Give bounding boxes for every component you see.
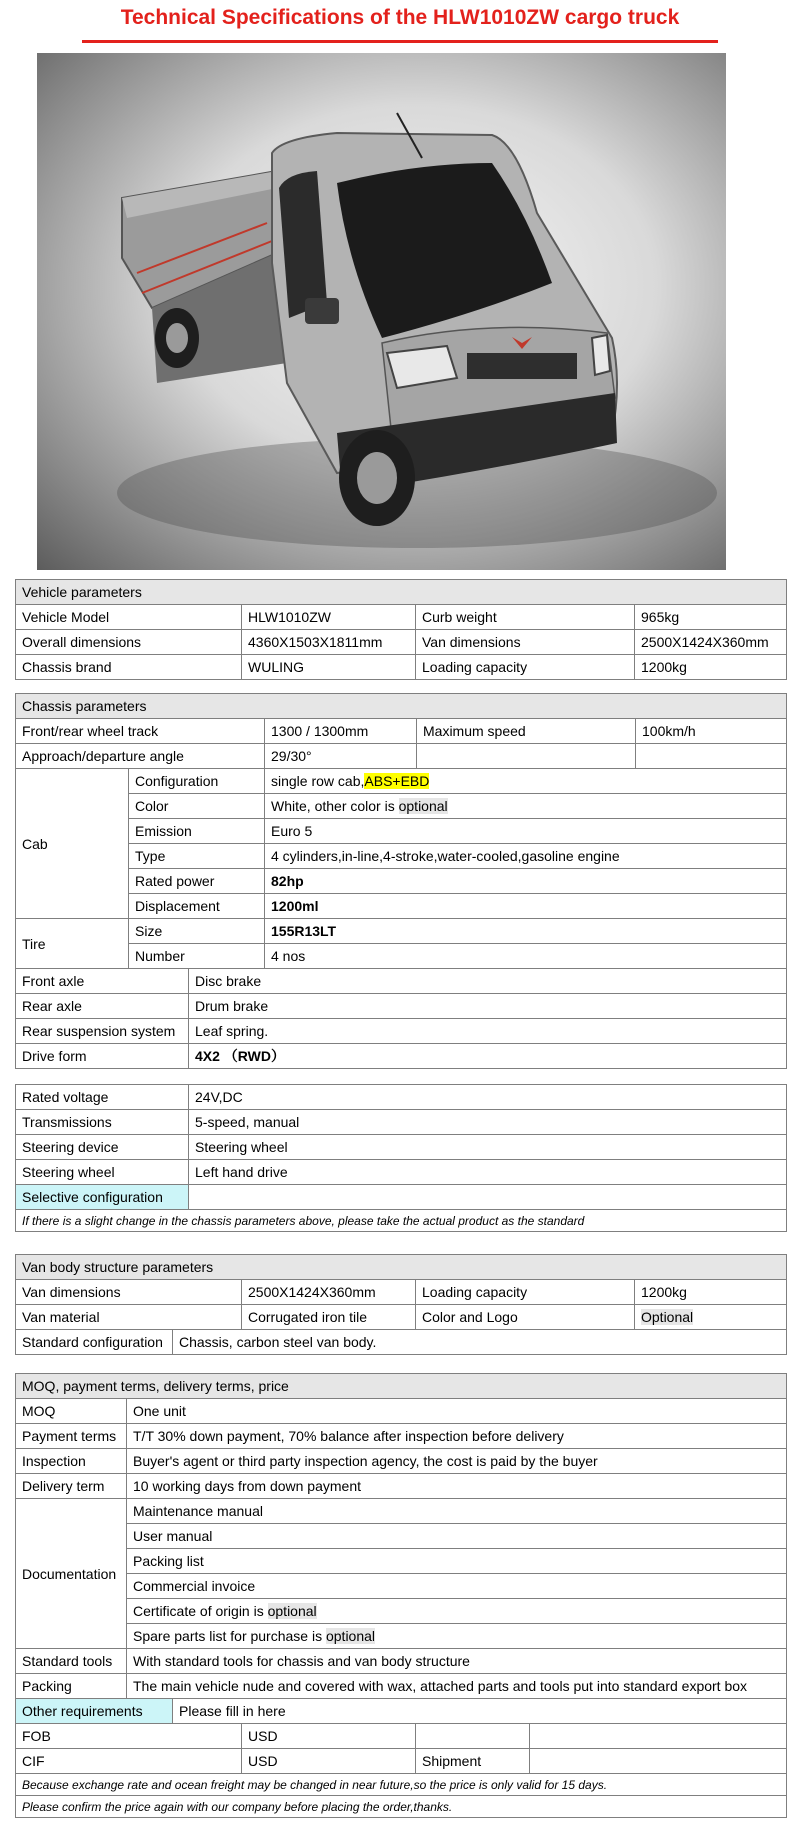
other-requirements-input[interactable]: Please fill in here (173, 1699, 787, 1724)
empty-cell (530, 1724, 787, 1749)
document-item (127, 1599, 787, 1624)
price-label: CIF (16, 1749, 242, 1774)
spec-label: Size (129, 919, 265, 944)
spec-value (265, 769, 787, 794)
spec-label: Displacement (129, 894, 265, 919)
spec-value (265, 794, 787, 819)
currency-value: USD (242, 1749, 416, 1774)
price-label: FOB (16, 1724, 242, 1749)
price-note: Because exchange rate and ocean freight may be changed in near future,so the price is only valid for 15 days. (16, 1774, 787, 1796)
shipment-label: Shipment (416, 1749, 530, 1774)
chassis-note: If there is a slight change in the chassis parameters above, please take the actual product as the standard (16, 1210, 787, 1232)
spec-value: With standard tools for chassis and van body structure (127, 1649, 787, 1674)
spec-label: Approach/departure angle (16, 744, 265, 769)
spec-value (635, 1305, 787, 1330)
optional-highlight: Optional (641, 1309, 694, 1325)
spec-label: Chassis brand (16, 655, 242, 680)
spec-label: Emission (129, 819, 265, 844)
spec-label: Loading capacity (416, 1280, 635, 1305)
spec-value: 4 nos (265, 944, 787, 969)
spec-value: T/T 30% down payment, 70% balance after inspection before delivery (127, 1424, 787, 1449)
spec-value: Corrugated iron tile (242, 1305, 416, 1330)
spec-label: Configuration (129, 769, 265, 794)
empty-cell (636, 744, 787, 769)
section-header: Vehicle parameters (16, 580, 787, 605)
spec-label: Type (129, 844, 265, 869)
truck-photo (37, 53, 726, 570)
tire-group-label: Tire (16, 919, 129, 969)
spec-label: Delivery term (16, 1474, 127, 1499)
commercial-terms-table (15, 1373, 787, 1818)
spec-label: Packing (16, 1674, 127, 1699)
spec-label: Van dimensions (16, 1280, 242, 1305)
spec-label: Maximum speed (417, 719, 636, 744)
config-text: single row cab, (271, 773, 365, 789)
spec-label: Rated voltage (16, 1085, 189, 1110)
document-item (127, 1624, 787, 1649)
spec-label: Color (129, 794, 265, 819)
spec-label: Color and Logo (416, 1305, 635, 1330)
document-item: Packing list (127, 1549, 787, 1574)
vehicle-parameters-table (15, 579, 787, 680)
spec-value: 965kg (635, 605, 787, 630)
spec-value: Steering wheel (189, 1135, 787, 1160)
document-item: User manual (127, 1524, 787, 1549)
empty-cell (417, 744, 636, 769)
optional-highlight: optional (325, 1628, 376, 1644)
color-text: White, other color is (271, 798, 399, 814)
spec-value: 82hp (265, 869, 787, 894)
spec-value: 2500X1424X360mm (635, 630, 787, 655)
documentation-label: Documentation (16, 1499, 127, 1649)
section-header: MOQ, payment terms, delivery terms, price (16, 1374, 787, 1399)
chassis-parameters-table (15, 693, 787, 1069)
spec-value: Chassis, carbon steel van body. (173, 1330, 787, 1355)
confirm-note: Please confirm the price again with our company before placing the order,thanks. (16, 1796, 787, 1818)
spec-value: 4360X1503X1811mm (242, 630, 416, 655)
doc-spare-text: Spare parts list for purchase is (133, 1628, 326, 1644)
spec-label: Rear axle (16, 994, 189, 1019)
spec-value: 5-speed, manual (189, 1110, 787, 1135)
spec-value: 10 working days from down payment (127, 1474, 787, 1499)
spec-label: Front/rear wheel track (16, 719, 265, 744)
spec-value: Leaf spring. (189, 1019, 787, 1044)
spec-value: 1300 / 1300mm (265, 719, 417, 744)
spec-value: 1200kg (635, 1280, 787, 1305)
optional-highlight: optional (267, 1603, 317, 1619)
spec-value: HLW1010ZW (242, 605, 416, 630)
spec-label: Transmissions (16, 1110, 189, 1135)
spec-label: Standard tools (16, 1649, 127, 1674)
spec-value: 4 cylinders,in-line,4-stroke,water-cooled,gasoline engine (265, 844, 787, 869)
selective-configuration-value[interactable] (189, 1185, 787, 1210)
spec-label: Payment terms (16, 1424, 127, 1449)
spec-label: Rated power (129, 869, 265, 894)
title-underline (82, 40, 718, 43)
optional-highlight: optional (398, 798, 448, 814)
currency-value: USD (242, 1724, 416, 1749)
spec-value: 1200ml (265, 894, 787, 919)
spec-label: Van material (16, 1305, 242, 1330)
spec-label: MOQ (16, 1399, 127, 1424)
spec-value: 29/30° (265, 744, 417, 769)
section-header: Van body structure parameters (16, 1255, 787, 1280)
spec-label: Front axle (16, 969, 189, 994)
config-highlight: ABS+EBD (364, 773, 430, 789)
van-body-table (15, 1254, 787, 1355)
spec-label: Number (129, 944, 265, 969)
spec-label: Inspection (16, 1449, 127, 1474)
spec-value: 2500X1424X360mm (242, 1280, 416, 1305)
page-title: Technical Specifications of the HLW1010ZW cargo truck (120, 6, 680, 29)
spec-label: Steering wheel (16, 1160, 189, 1185)
spec-label: Drive form (16, 1044, 189, 1069)
spec-value: 24V,DC (189, 1085, 787, 1110)
spec-value: One unit (127, 1399, 787, 1424)
spec-label: Overall dimensions (16, 630, 242, 655)
other-requirements-label: Other requirements (16, 1699, 173, 1724)
spec-value: Drum brake (189, 994, 787, 1019)
empty-cell (530, 1749, 787, 1774)
spec-value: Euro 5 (265, 819, 787, 844)
doc-origin-text: Certificate of origin is (133, 1603, 268, 1619)
spec-value: 100km/h (636, 719, 787, 744)
spec-value: WULING (242, 655, 416, 680)
cab-group-label: Cab (16, 769, 129, 919)
spec-label: Vehicle Model (16, 605, 242, 630)
empty-cell (416, 1724, 530, 1749)
spec-label: Steering device (16, 1135, 189, 1160)
spec-value: Buyer's agent or third party inspection agency, the cost is paid by the buyer (127, 1449, 787, 1474)
spec-label: Curb weight (416, 605, 635, 630)
spec-value: Left hand drive (189, 1160, 787, 1185)
spec-value: 1200kg (635, 655, 787, 680)
spec-label: Standard configuration (16, 1330, 173, 1355)
selective-configuration-label: Selective configuration (16, 1185, 189, 1210)
spec-label: Loading capacity (416, 655, 635, 680)
electrical-table (15, 1084, 787, 1232)
spec-value: Disc brake (189, 969, 787, 994)
spec-label: Rear suspension system (16, 1019, 189, 1044)
spec-value: 4X2 （RWD） (189, 1044, 787, 1069)
spec-value: 155R13LT (265, 919, 787, 944)
section-header: Chassis parameters (16, 694, 787, 719)
document-item: Maintenance manual (127, 1499, 787, 1524)
spec-label: Van dimensions (416, 630, 635, 655)
document-item: Commercial invoice (127, 1574, 787, 1599)
spec-value: The main vehicle nude and covered with wax, attached parts and tools put into standard export box (127, 1674, 787, 1699)
